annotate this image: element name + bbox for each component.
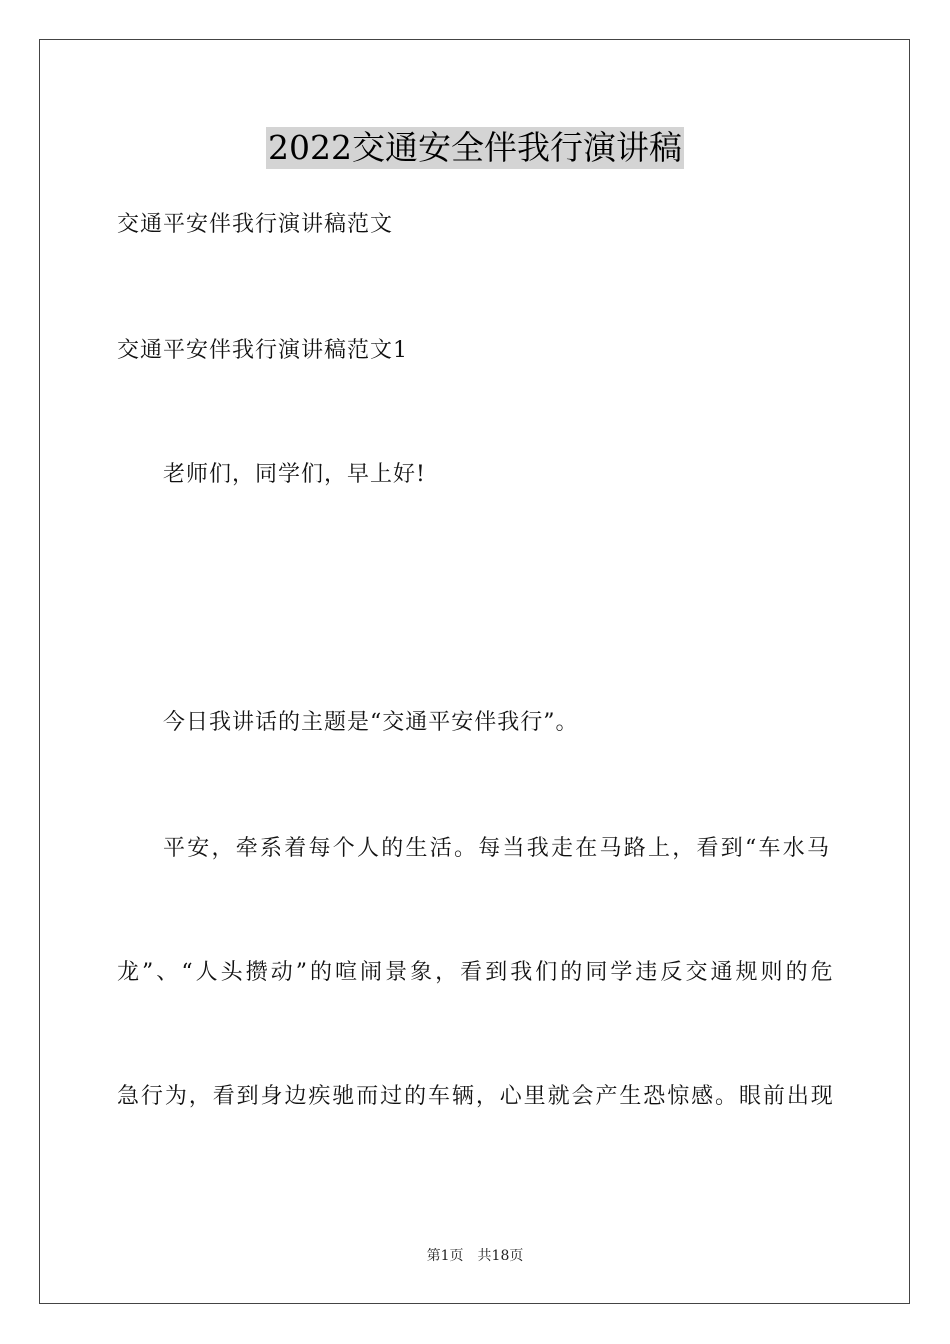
title-container: [0, 127, 950, 169]
section-heading: 交通平安伴我行演讲稿范文1: [117, 338, 408, 363]
paragraph-2-line-3-text: 急 行 为 ， 看 到 身 边 疾 驰 而 过 的 车 辆 ， 心 里 就 会 产 生 恐 惊 感 。 眼 前 出 现: [117, 1084, 833, 1109]
page-footer: [0, 1246, 950, 1266]
greeting-text: 老师们，同学们，早上好!: [163, 462, 426, 487]
paragraph-2-line-1-text: 平 安 ， 牵 系 着 每 个 人 的 生 活 。 每 当 我 走 在 马 路 上 ， 看 到 “ 车 水 马: [163, 836, 829, 861]
page-total: 共18页: [477, 1248, 524, 1264]
paragraph-2-line-2: [117, 958, 837, 988]
paragraph-2-line-3: [117, 1082, 837, 1112]
document-subtitle: 交通平安伴我行演讲稿范文: [117, 212, 394, 237]
document-title: 2022交通安全伴我行演讲稿: [268, 128, 682, 167]
page-number: 第1页: [426, 1248, 464, 1264]
paragraph-1: 今日我讲话的主题是“交通平安伴我行”。: [163, 710, 579, 735]
paragraph-2-line-2-text: 龙 ” 、 “ 人 头 攒 动 ” 的 喧 闹 景 象 ， 看 到 我 们 的 同 学 违 反 交 通 规 则 的 危: [117, 960, 833, 985]
paragraph-2-line-1: [163, 834, 833, 864]
